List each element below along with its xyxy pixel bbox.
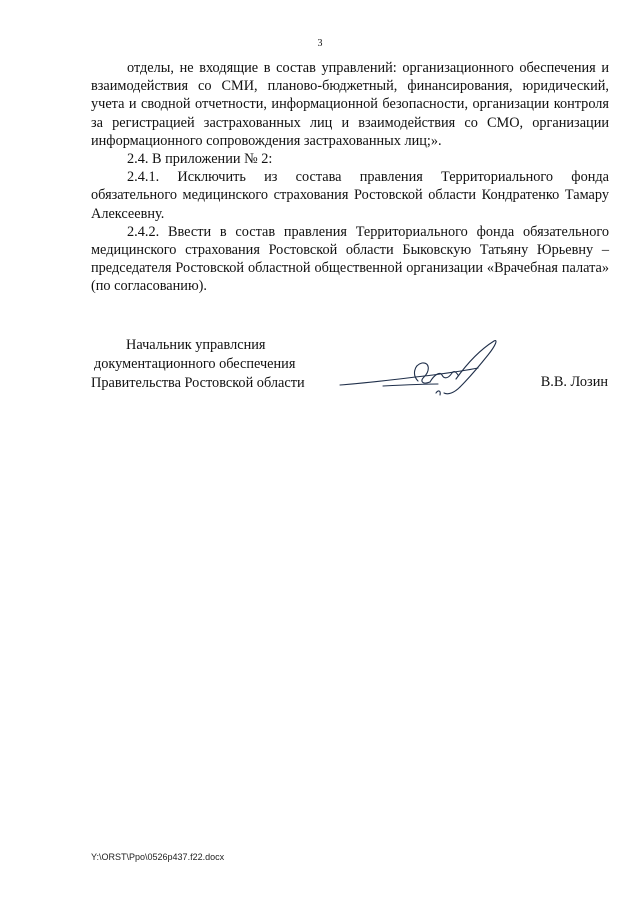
signatory-title-line-3: Правительства Ростовской области: [91, 375, 305, 391]
signatory-title-line-1: Начальник управлсния: [126, 337, 266, 353]
signatory-name: В.В. Лозин: [540, 374, 608, 390]
file-path-footer: Y:\ORST\Ppo\0526p437.f22.docx: [91, 852, 225, 862]
document-body: [91, 59, 609, 296]
signatory-title: [91, 336, 305, 393]
paragraph-2-4-1: 2.4.1. Исключить из состава правления Территориального фонда обязательного медицинского страхования Ростовской области Кондратенко Тамару Алексеевну.: [91, 169, 609, 222]
paragraph-2-4-2: 2.4.2. Ввести в состав правления Территориального фонда обязательного медицинского страхования Ростовской области Быковскую Татьяну Юрьевну – председателя Ростовской областной общественной организации «Врачебная палата» (по согласованию).: [91, 223, 609, 295]
paragraph-departments-list: отделы, не входящие в состав управлений: организационного обеспечения и взаимодействия со СМИ, планово-бюджетный, финансирования, юридический, учета и сводной отчетности, информационной безопасности, организации контроля за регистрацией застрахованных лиц и взаимодействия со СМО, организации информационного сопровождения застрахованных лиц;».: [91, 60, 609, 149]
page-number: 3: [317, 38, 323, 49]
signatory-title-line-2: документационного обеспечения: [94, 356, 296, 372]
handwritten-signature: [338, 335, 508, 410]
paragraph-2-4: 2.4. В приложении № 2:: [127, 151, 273, 168]
